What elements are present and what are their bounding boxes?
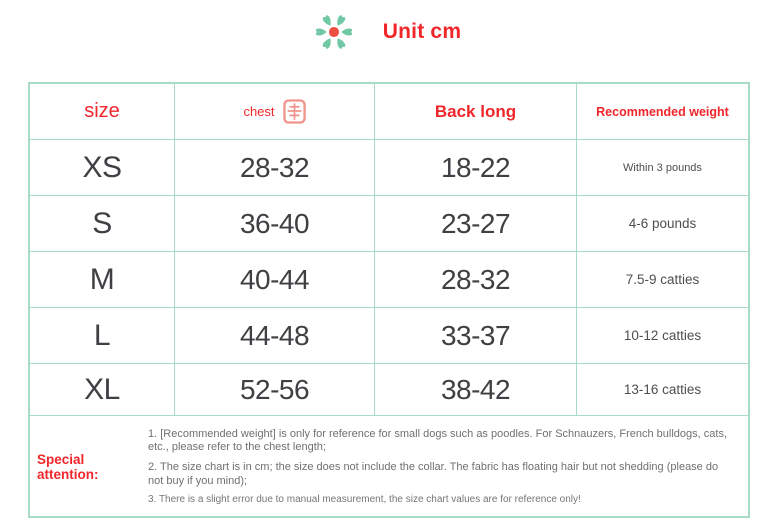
cell-size: M <box>30 252 175 308</box>
notes-list <box>148 416 748 518</box>
chest-girth-stamp-icon <box>283 99 306 124</box>
cell-chest: 36-40 <box>175 196 375 252</box>
flower-icon <box>312 10 356 54</box>
cell-weight: 13-16 catties <box>577 364 748 416</box>
note-item: 2. The size chart is in cm; the size does not include the collar. The fabric has floating hair but not shedding (please do not buy if you mind); <box>148 460 719 487</box>
cell-size: XS <box>30 140 175 196</box>
cell-chest: 28-32 <box>175 140 375 196</box>
cell-back-long: 38-42 <box>375 364 577 416</box>
header-cell-size: size <box>30 84 175 140</box>
cell-back-long: 23-27 <box>375 196 577 252</box>
page-header <box>0 6 773 58</box>
cell-size: L <box>30 308 175 364</box>
cell-chest: 44-48 <box>175 308 375 364</box>
cell-back-long: 28-32 <box>375 252 577 308</box>
cell-weight: 7.5-9 catties <box>577 252 748 308</box>
size-table <box>30 84 748 416</box>
note-item: 3. There is a slight error due to manual measurement, the size chart values are for reference only! <box>148 493 581 505</box>
cell-weight: 4-6 pounds <box>577 196 748 252</box>
cell-chest: 52-56 <box>175 364 375 416</box>
cell-back-long: 18-22 <box>375 140 577 196</box>
cell-size: S <box>30 196 175 252</box>
size-chart-board <box>28 82 750 518</box>
header-cell-recommended-weight: Recommended weight <box>577 84 748 140</box>
unit-label: Unit cm <box>382 20 462 43</box>
cell-weight: 10-12 catties <box>577 308 748 364</box>
cell-size: XL <box>30 364 175 416</box>
chest-label: chest <box>243 104 275 119</box>
special-attention-title: Special attention: <box>37 452 99 482</box>
header-cell-chest <box>175 84 375 140</box>
cell-chest: 40-44 <box>175 252 375 308</box>
header-cell-back-long: Back long <box>375 84 577 140</box>
note-item: 1. [Recommended weight] is only for reference for small dogs such as poodles. For Schnauzers, French bulldogs, cats, etc., please refer to the chest length; <box>148 427 728 454</box>
cell-weight: Within 3 pounds <box>577 140 748 196</box>
special-attention-section <box>30 416 748 518</box>
cell-back-long: 33-37 <box>375 308 577 364</box>
